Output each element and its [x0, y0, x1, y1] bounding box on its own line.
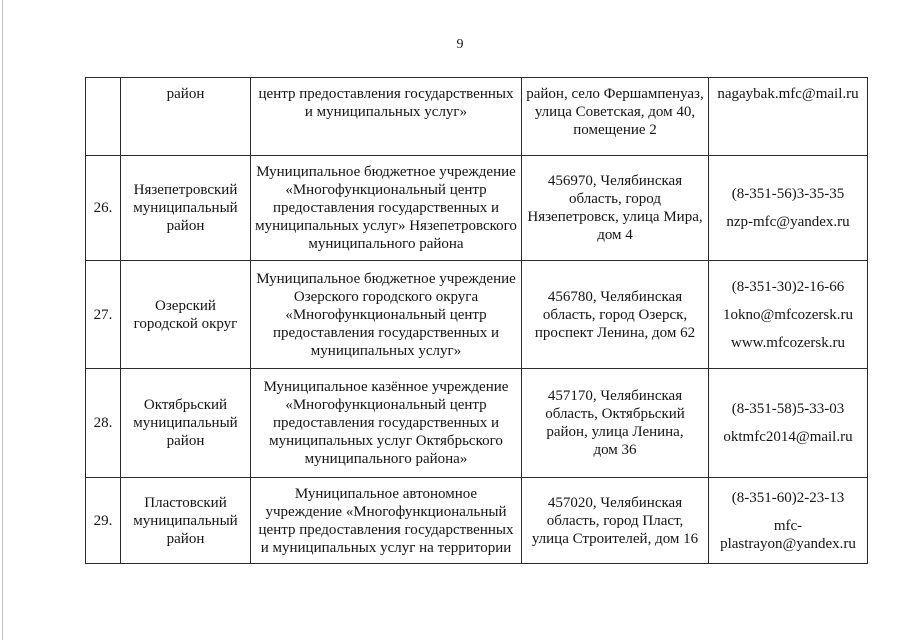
- institution-cell: [251, 478, 522, 564]
- institution-line: и муниципальных услуг на территории: [260, 539, 512, 556]
- address-line: 457020, Челябинская: [547, 494, 683, 511]
- institution-line: предоставления государственных и: [272, 415, 499, 431]
- institution-line: муниципальных услуг» Нязепетровского: [255, 218, 517, 234]
- institution-line: «Многофункциональный центр: [285, 182, 487, 198]
- district-line: район: [166, 433, 205, 449]
- contact-line: (8-351-30)2-16-66: [731, 278, 845, 295]
- institution-line: предоставления государственных и: [272, 324, 499, 341]
- institution-cell: [251, 78, 522, 156]
- email: [710, 213, 866, 231]
- row-number: 26.: [93, 200, 113, 216]
- address-line: область, город Пласт,: [546, 512, 684, 529]
- table-row: [86, 478, 868, 564]
- contact-line: 1okno@mfcozersk.ru: [722, 306, 854, 323]
- district-line: Октябрьский: [143, 397, 228, 413]
- institution-line: муниципальных услуг Октябрьского: [269, 433, 503, 449]
- district-line: муниципальный: [133, 415, 238, 431]
- address-line: дом 4: [597, 227, 633, 243]
- table-row: [86, 261, 868, 369]
- district-cell: [121, 478, 251, 564]
- district-line: Нязепетровский: [133, 182, 238, 198]
- institution-line: Муниципальное автономное: [294, 485, 478, 502]
- phone: [710, 185, 866, 203]
- district-line: муниципальный: [133, 512, 238, 529]
- address-cell: [522, 156, 709, 261]
- contact-line: nzp-mfc@yandex.ru: [726, 214, 850, 230]
- institution-line: муниципальных услуг»: [310, 342, 462, 359]
- mfc-table: [85, 77, 868, 564]
- institution-line: учреждение «Многофункциональный: [265, 503, 507, 520]
- website: [710, 334, 866, 352]
- row-number: 27.: [93, 306, 113, 323]
- contact-line: nagaybak.mfc@mail.ru: [717, 86, 859, 102]
- row-number: 29.: [93, 512, 113, 529]
- district-line: Озерский: [155, 297, 216, 314]
- contact-line: www.mfcozersk.ru: [731, 334, 845, 351]
- email: [710, 306, 866, 324]
- address-cell: [522, 261, 709, 369]
- row-number-cell: [86, 78, 121, 156]
- institution-line: центр предоставления государственных: [258, 86, 514, 102]
- address-line: область, город: [569, 191, 661, 207]
- institution-line: Муниципальное бюджетное учреждение: [256, 164, 516, 180]
- address-line: район, улица Ленина,: [546, 424, 684, 440]
- contact-line: oktmfc2014@mail.ru: [723, 429, 853, 445]
- row-number-cell: [86, 478, 121, 564]
- table-row: [86, 78, 868, 156]
- district-cell: [121, 369, 251, 478]
- institution-cell: [251, 261, 522, 369]
- address-line: 456970, Челябинская: [547, 173, 683, 189]
- district-line: район: [166, 530, 205, 547]
- row-number-cell: [86, 261, 121, 369]
- district-line: городской округ: [133, 315, 238, 332]
- address-line: 456780, Челябинская: [547, 288, 683, 305]
- email: [710, 428, 866, 446]
- institution-line: «Многофункциональный центр: [285, 306, 487, 323]
- address-line: помещение 2: [573, 122, 657, 138]
- phone: [710, 278, 866, 296]
- phone: [710, 400, 866, 418]
- district-line: район: [166, 218, 205, 234]
- address-line: Нязепетровск, улица Мира,: [527, 209, 703, 225]
- contacts-cell: [709, 261, 868, 369]
- district-line: муниципальный: [133, 200, 238, 216]
- phone: [710, 489, 866, 507]
- address-line: 457170, Челябинская: [547, 388, 683, 404]
- contact-line: mfc-: [773, 517, 803, 534]
- email: [710, 85, 866, 103]
- institution-line: Озерского городского округа: [293, 288, 479, 305]
- page-number: 9: [456, 37, 464, 52]
- institution-line: муниципального района: [308, 236, 464, 252]
- contacts-cell: [709, 156, 868, 261]
- email: [710, 517, 866, 553]
- address-line: улица Советская, дом 40,: [534, 104, 696, 120]
- institution-cell: [251, 369, 522, 478]
- address-line: область, город Озерск,: [542, 306, 688, 323]
- district-line: район: [166, 86, 205, 102]
- district-cell: [121, 156, 251, 261]
- row-number-cell: [86, 369, 121, 478]
- district-cell: [121, 261, 251, 369]
- address-cell: [522, 78, 709, 156]
- table-row: [86, 156, 868, 261]
- contacts-cell: [709, 369, 868, 478]
- institution-line: муниципального района»: [304, 451, 468, 467]
- institution-line: центр предоставления государственных: [258, 521, 514, 538]
- contact-line: (8-351-58)5-33-03: [731, 401, 845, 417]
- table-row: [86, 369, 868, 478]
- contacts-cell: [709, 478, 868, 564]
- institution-cell: [251, 156, 522, 261]
- institution-line: «Многофункциональный центр: [285, 397, 487, 413]
- address-cell: [522, 369, 709, 478]
- institution-line: предоставления государственных и: [272, 200, 499, 216]
- contact-line: (8-351-60)2-23-13: [731, 489, 845, 506]
- district-line: Пластовский: [144, 494, 227, 511]
- contact-line: plastrayon@yandex.ru: [720, 535, 856, 552]
- address-line: улица Строителей, дом 16: [531, 530, 699, 547]
- scan-edge-line: [2, 0, 3, 640]
- address-line: дом 36: [593, 442, 637, 458]
- address-line: проспект Ленина, дом 62: [534, 324, 696, 341]
- row-number: 28.: [93, 415, 113, 431]
- district-cell: [121, 78, 251, 156]
- contacts-cell: [709, 78, 868, 156]
- contact-line: (8-351-56)3-35-35: [731, 186, 845, 202]
- address-line: область, Октябрьский: [545, 406, 685, 422]
- address-line: район, село Фершампенуаз,: [526, 86, 704, 102]
- institution-line: и муниципальных услуг»: [304, 104, 468, 120]
- address-cell: [522, 478, 709, 564]
- institution-line: Муниципальное бюджетное учреждение: [256, 270, 516, 287]
- row-number-cell: [86, 156, 121, 261]
- institution-line: Муниципальное казённое учреждение: [263, 379, 509, 395]
